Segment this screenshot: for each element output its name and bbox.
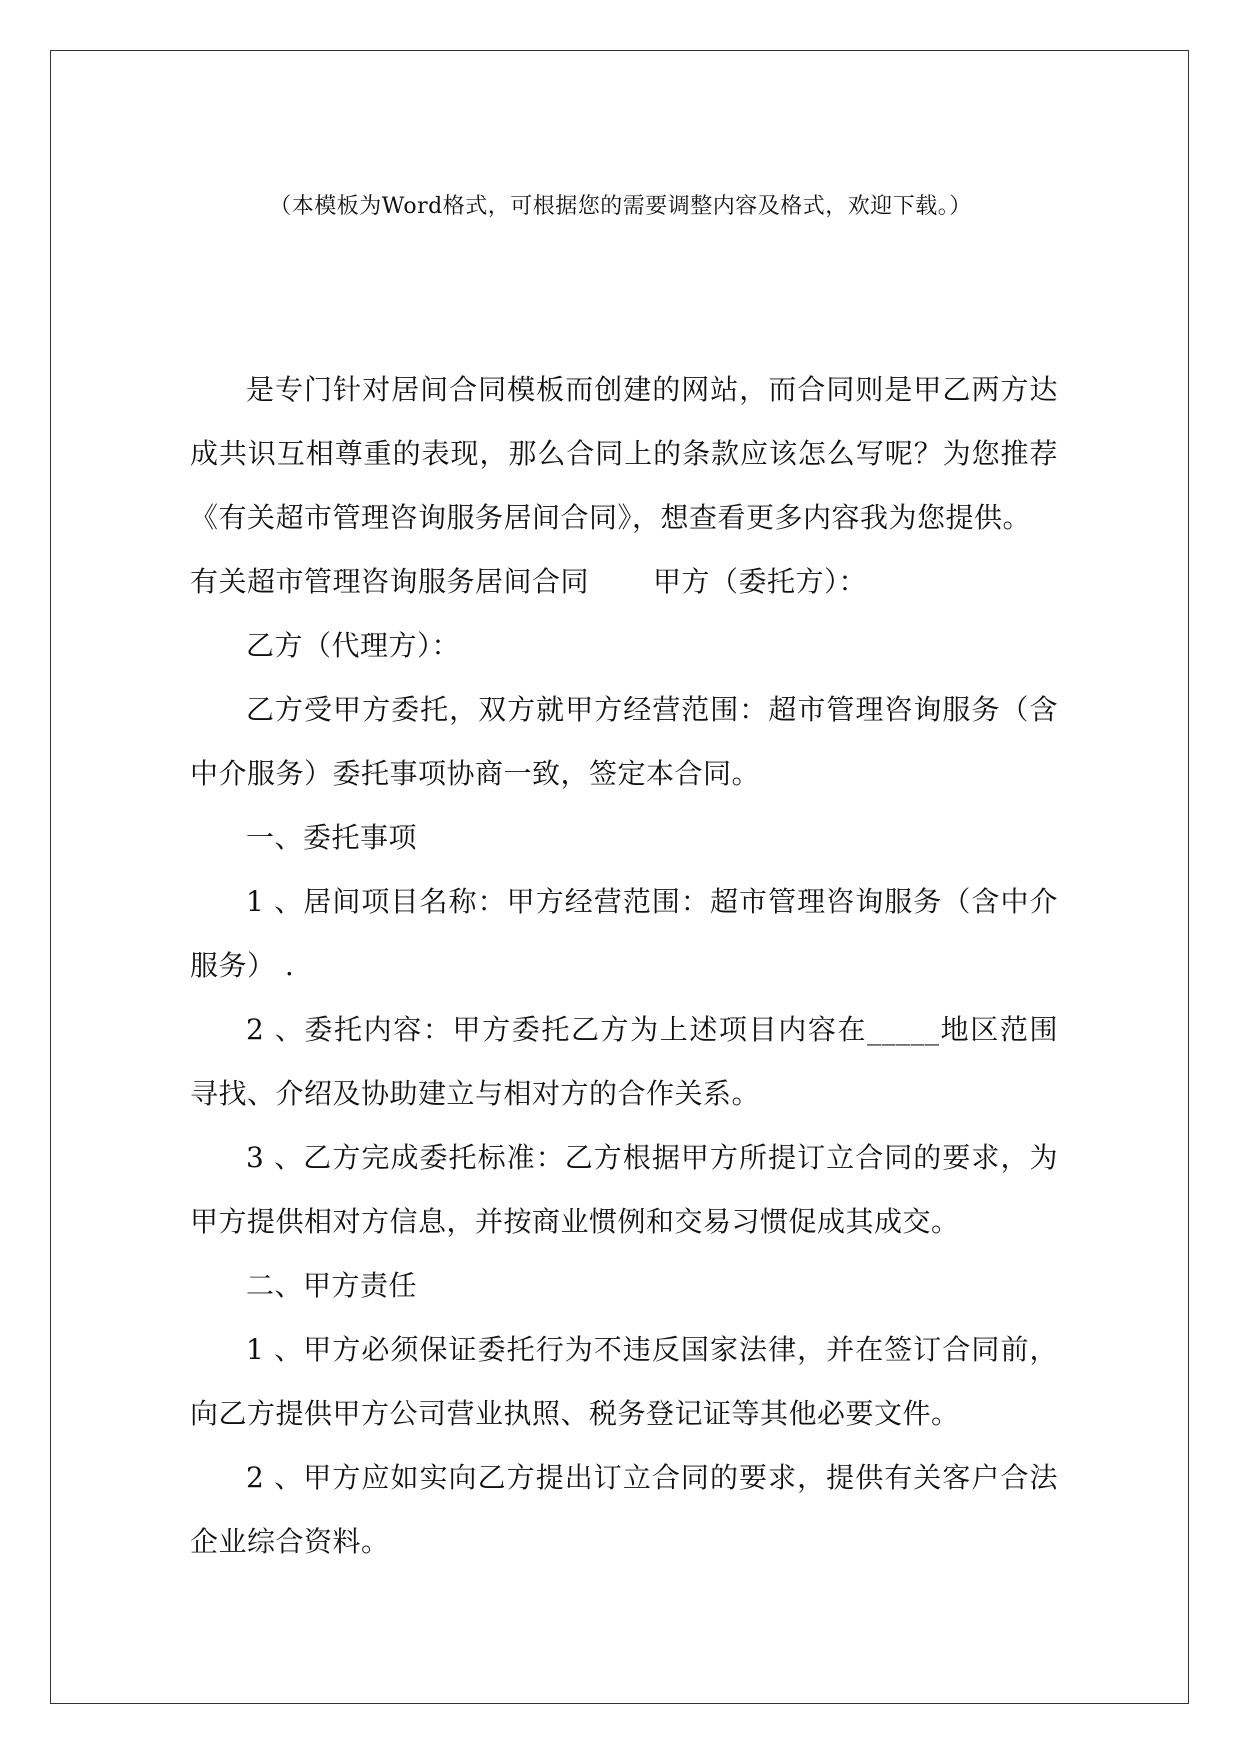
- document-body: [190, 358, 1058, 1574]
- preamble-paragraph: 乙方受甲方委托，双方就甲方经营范围：超市管理咨询服务（含中介服务）委托事项协商一致，签定本合同。: [190, 693, 1058, 790]
- section1-item-3: 3 、乙方完成委托标准：乙方根据甲方所提订立合同的要求，为甲方提供相对方信息，并按商业惯例和交易习惯促成其成交。: [190, 1141, 1058, 1238]
- template-note: （本模板为Word格式，可根据您的需要调整内容及格式，欢迎下载。）: [269, 194, 972, 219]
- party-b-label: 乙方（代理方）：: [246, 629, 461, 662]
- section2-heading: 二、甲方责任: [246, 1269, 418, 1302]
- party-a-label: 甲方（委托方）：: [653, 565, 868, 598]
- contract-title-line: [190, 550, 1058, 614]
- section1-heading: 一、委托事项: [246, 821, 418, 854]
- section2-item-2: 2 、甲方应如实向乙方提出订立合同的要求，提供有关客户合法企业综合资料。: [190, 1461, 1058, 1558]
- section1-item-1: 1 、居间项目名称：甲方经营范围：超市管理咨询服务（含中介服务） .: [190, 885, 1058, 982]
- contract-title: 有关超市管理咨询服务居间合同: [190, 565, 590, 598]
- section2-item-1: 1 、甲方必须保证委托行为不违反国家法律，并在签订合同前，向乙方提供甲方公司营业执照、税务登记证等其他必要文件。: [190, 1333, 1058, 1430]
- section1-item-2: 2 、委托内容：甲方委托乙方为上述项目内容在_____地区范围寻找、介绍及协助建立与相对方的合作关系。: [190, 1013, 1058, 1110]
- intro-paragraph: 是专门针对居间合同模板而创建的网站，而合同则是甲乙两方达成共识互相尊重的表现，那么合同上的条款应该怎么写呢？为您推荐《有关超市管理咨询服务居间合同》，想查看更多内容我为您提供。: [190, 373, 1058, 534]
